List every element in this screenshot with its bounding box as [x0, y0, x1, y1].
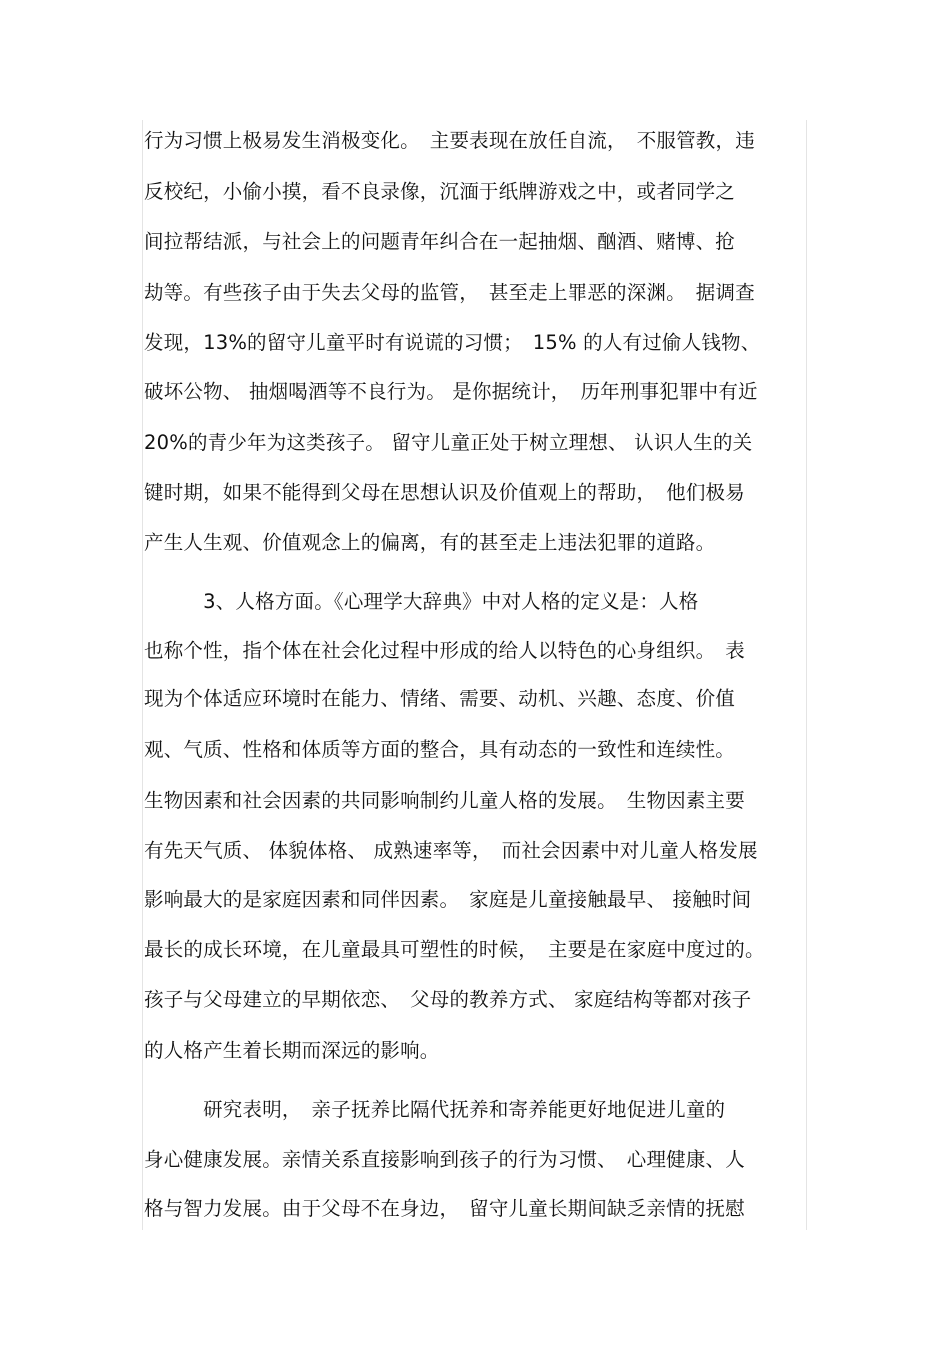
text-line-19: 的人格产生着长期而深远的影响。 [144, 1039, 440, 1062]
text-line-18: 孩子与父母建立的早期依恋、 父母的教养方式、 家庭结构等都对孩子 [144, 988, 752, 1011]
page-right-border [806, 120, 807, 1230]
text-line-16: 影响最大的是家庭因素和同伴因素。 家庭是儿童接触最早、 接触时间 [144, 888, 752, 911]
text-line-1: 行为习惯上极易发生消极变化。 主要表现在放任自流， 不服管教，违 [144, 129, 755, 152]
text-line-4: 劫等。有些孩子由于失去父母的监管， 甚至走上罪恶的深渊。 据调查 [144, 281, 755, 304]
text-line-10: 3、人格方面。《心理学大辞典》中对人格的定义是：人格 [144, 590, 699, 613]
text-line-9: 产生人生观、价值观念上的偏离，有的甚至走上违法犯罪的道路。 [144, 531, 716, 554]
text-line-7: 20%的青少年为这类孩子。 留守儿童正处于树立理想、 认识人生的关 [144, 431, 753, 454]
text-line-3: 间拉帮结派，与社会上的问题青年纠合在一起抽烟、酗酒、赌博、抢 [144, 230, 736, 253]
text-line-2: 反校纪，小偷小摸，看不良录像，沉湎于纸牌游戏之中，或者同学之 [144, 180, 736, 203]
text-line-22: 格与智力发展。由于父母不在身边， 留守儿童长期间缺乏亲情的抚慰 [144, 1197, 745, 1220]
text-line-20: 研究表明， 亲子抚养比隔代抚养和寄养能更好地促进儿童的 [144, 1098, 726, 1121]
text-line-11: 也称个性，指个体在社会化过程中形成的给人以特色的心身组织。 表 [144, 639, 745, 662]
text-line-12: 现为个体适应环境时在能力、情绪、需要、动机、兴趣、态度、价值 [144, 687, 736, 710]
text-line-6: 破坏公物、 抽烟喝酒等不良行为。 是你据统计， 历年刑事犯罪中有近 [144, 380, 758, 403]
text-line-14: 生物因素和社会因素的共同影响制约儿童人格的发展。 生物因素主要 [144, 789, 745, 812]
text-line-17: 最长的成长环境，在儿童最具可塑性的时候， 主要是在家庭中度过的。 [144, 938, 765, 961]
page-left-border [142, 120, 143, 1230]
text-line-15: 有先天气质、 体貌体格、 成熟速率等， 而社会因素中对儿童人格发展 [144, 839, 758, 862]
text-line-8: 键时期，如果不能得到父母在思想认识及价值观上的帮助， 他们极易 [144, 481, 745, 504]
text-line-21: 身心健康发展。亲情关系直接影响到孩子的行为习惯、 心理健康、人 [144, 1148, 745, 1171]
text-line-5: 发现，13%的留守儿童平时有说谎的习惯； 15% 的人有过偷人钱物、 [144, 331, 761, 354]
text-line-13: 观、气质、性格和体质等方面的整合，具有动态的一致性和连续性。 [144, 738, 736, 761]
